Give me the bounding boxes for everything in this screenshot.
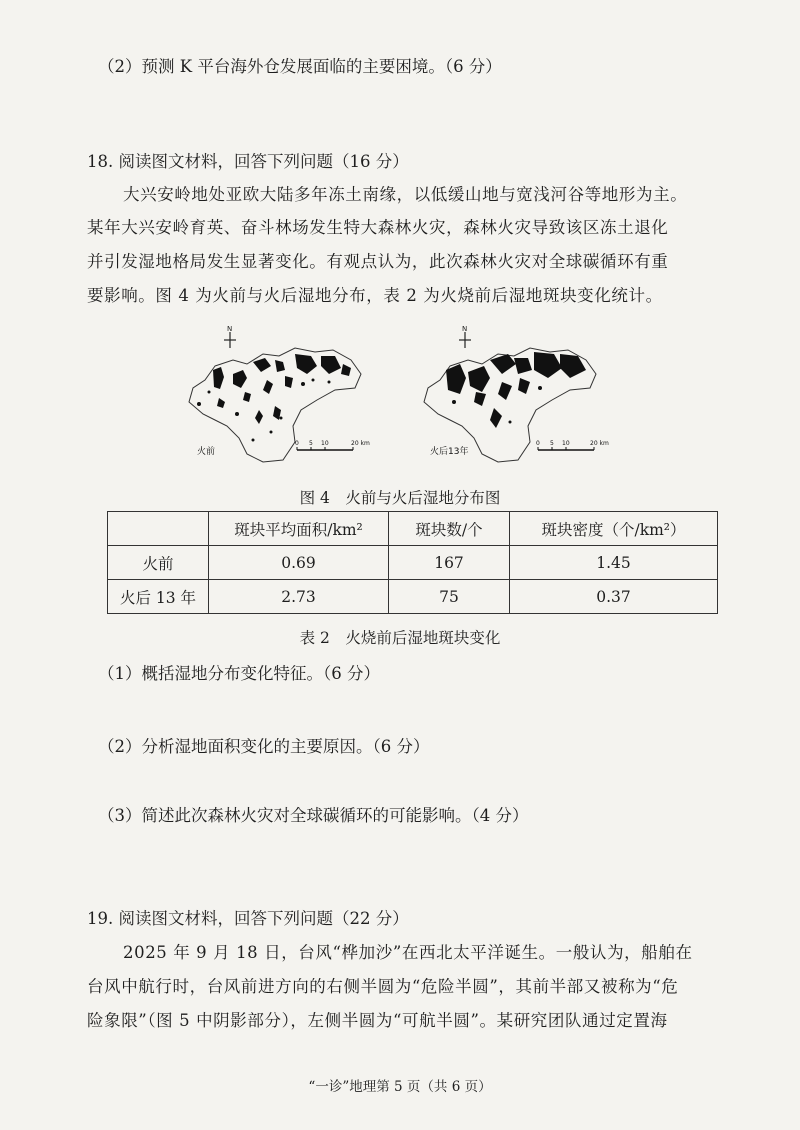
table-row — [108, 580, 718, 614]
map-before-fire — [175, 322, 395, 472]
map-label: 火前 — [197, 447, 216, 457]
north-label: N — [462, 325, 468, 333]
north-label: N — [227, 325, 233, 333]
table-header-cell — [108, 512, 209, 546]
table-cell: 0.69 — [209, 546, 389, 580]
q18-subquestion-1: （1）概括湿地分布变化特征。（6 分） — [98, 664, 380, 683]
q18-para-line: 并引发湿地格局发生显著变化。有观点认为，此次森林火灾对全球碳循环有重 — [87, 252, 669, 271]
table-header-row — [108, 512, 718, 546]
wetland-patches — [446, 352, 586, 428]
table-cell: 2.73 — [209, 580, 389, 614]
table-header-cell: 斑块数/个 — [389, 512, 510, 546]
table-cell: 75 — [389, 580, 510, 614]
scale-tick-label: 20 km — [351, 440, 370, 447]
table-cell: 火前 — [108, 546, 209, 580]
scale-bar — [536, 440, 609, 450]
q18-subquestion-2: （2）分析湿地面积变化的主要原因。（6 分） — [98, 737, 430, 756]
q18-para-line: 大兴安岭地处亚欧大陆多年冻土南缘，以低缓山地与宽浅河谷等地形为主。 — [123, 185, 688, 204]
table-cell: 0.37 — [510, 580, 718, 614]
scale-tick-label: 10 — [321, 440, 329, 447]
wetland-patch-table — [107, 511, 718, 614]
page-footer: “一诊”地理第 5 页（共 6 页） — [308, 1079, 492, 1095]
figure-caption: 图 4 火前与火后湿地分布图 — [299, 489, 501, 507]
map-after-fire — [410, 322, 630, 472]
wetland-patches — [197, 354, 351, 442]
scale-tick-label: 10 — [562, 440, 570, 447]
table-cell: 火后 13 年 — [108, 580, 209, 614]
scale-tick-label: 0 — [536, 440, 540, 447]
scale-tick-label: 5 — [550, 440, 554, 447]
q19-para-line: 台风中航行时，台风前进方向的右侧半圆为“危险半圆”，其前半部又被称为“危 — [87, 977, 679, 996]
north-arrow — [224, 325, 236, 348]
table-cell: 167 — [389, 546, 510, 580]
q18-heading: 18. 阅读图文材料，回答下列问题（16 分） — [87, 152, 409, 171]
scale-tick-label: 20 km — [590, 440, 609, 447]
table-cell: 1.45 — [510, 546, 718, 580]
table-caption: 表 2 火烧前后湿地斑块变化 — [299, 629, 501, 647]
scale-tick-label: 5 — [309, 440, 313, 447]
table-header-cell: 斑块平均面积/km² — [209, 512, 389, 546]
q18-para-line: 要影响。图 4 为火前与火后湿地分布，表 2 为火烧前后湿地斑块变化统计。 — [87, 286, 663, 305]
q19-para-line: 险象限”（图 5 中阴影部分），左侧半圆为“可航半圆”。某研究团队通过定置海 — [87, 1011, 668, 1030]
table-row — [108, 546, 718, 580]
q19-heading: 19. 阅读图文材料，回答下列问题（22 分） — [87, 909, 409, 928]
q18-para-line: 某年大兴安岭育英、奋斗林场发生特大森林火灾，森林火灾导致该区冻土退化 — [87, 218, 669, 237]
scale-bar — [295, 440, 370, 450]
north-arrow — [459, 325, 471, 348]
q19-para-line: 2025 年 9 月 18 日，台风“桦加沙”在西北太平洋诞生。一般认为，船舶在 — [123, 943, 693, 962]
q18-subquestion-3: （3）简述此次森林火灾对全球碳循环的可能影响。（4 分） — [98, 806, 529, 825]
table-header-cell: 斑块密度（个/km²） — [510, 512, 718, 546]
q17-subquestion-2: （2）预测 K 平台海外仓发展面临的主要困境。（6 分） — [98, 57, 502, 76]
scale-tick-label: 0 — [295, 440, 299, 447]
map-label: 火后13年 — [430, 447, 469, 457]
